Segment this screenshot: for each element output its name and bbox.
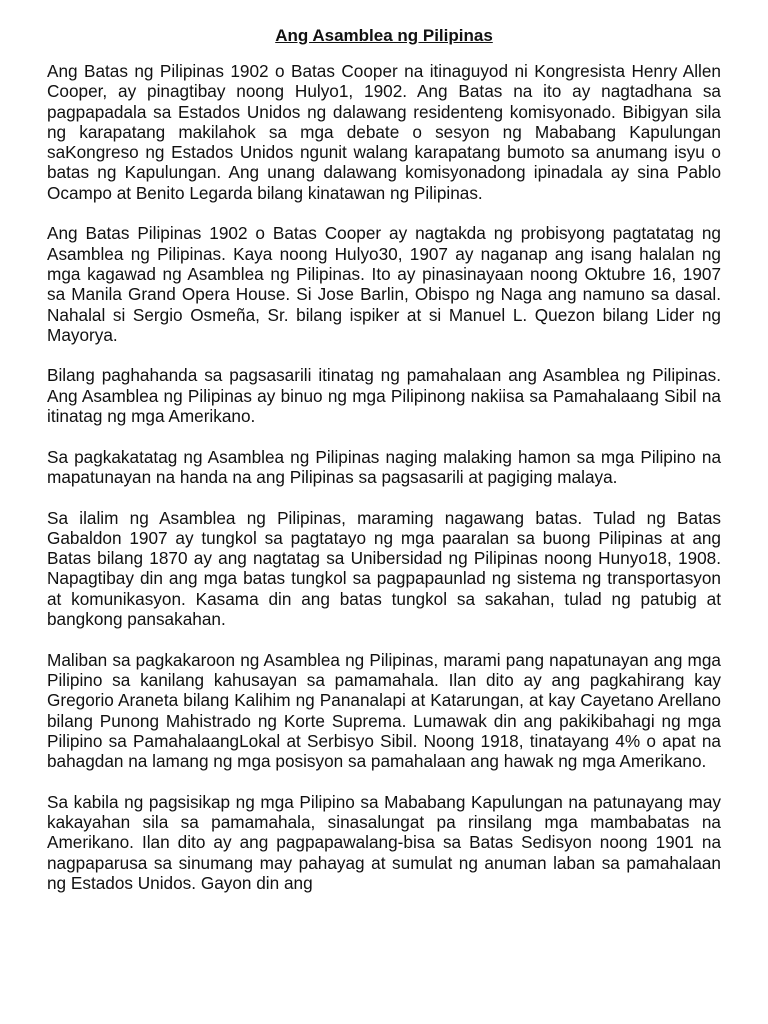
paragraph-4: Sa pagkakatatag ng Asamblea ng Pilipinas naging malaking hamon sa mga Pilipino na mapatunayan na handa na ang Pilipinas sa pagsasarili at pagiging malaya. — [47, 446, 721, 487]
paragraph-3: Bilang paghahanda sa pagsasarili itinatag ng pamahalaan ang Asamblea ng Pilipinas. Ang Asamblea ng Pilipinas ay binuo ng mga Pilipinong nakiisa sa Pamahalaang Sibil na itinatag ng mga Amerikano. — [47, 365, 721, 427]
document-title: Ang Asamblea ng Pilipinas — [275, 26, 493, 45]
paragraph-6: Maliban sa pagkakaroon ng Asamblea ng Pilipinas, marami pang napatunayan ang mga Pilipino sa kanilang kahusayan sa pamamahala. Ilan dito ay ang pagkahirang kay Gregorio Araneta bilang Kalihim ng Pananalapi at Katarungan, at kay Cayetano Arellano bilang Punong Mahistrado ng Korte Suprema. Lumawak din ang pakikibahagi ng mga Pilipino sa PamahalaangLokal at Serbisyo Sibil. Noong 1918, tinatayang 4% o apat na bahagdan na lamang ng mga posisyon sa pamahalaan ang hawak ng mga Amerikano. — [47, 649, 721, 772]
paragraph-2: Ang Batas Pilipinas 1902 o Batas Cooper ay nagtakda ng probisyong pagtatatag ng Asamblea ng Pilipinas. Kaya noong Hulyo30, 1907 ay naganap ang isang halalan ng mga kagawad ng Asamblea ng Pilipinas. Ito ay pinasinayaan noong Oktubre 16, 1907 sa Manila Grand Opera House. Si Jose Barlin, Obispo ng Naga ang namuno sa dasal. Nahalal si Sergio Osmeña, Sr. bilang ispiker at si Manuel L. Quezon bilang Lider ng Mayorya. — [47, 223, 721, 345]
paragraph-7: Sa kabila ng pagsisikap ng mga Pilipino sa Mababang Kapulungan na patunayang may kakayahan sila sa pamamahala, sinasalungat pa rinsilang mga mambabatas na Amerikano. Ilan dito ay ang pagpapawalang-bisa sa Batas Sedisyon noong 1901 na nagpaparusa sa sinumang may pahayag at sumulat ng anuman laban sa pamahalaan ng Estados Unidos. Gayon din ang — [47, 791, 721, 893]
paragraph-5: Sa ilalim ng Asamblea ng Pilipinas, maraming nagawang batas. Tulad ng Batas Gabaldon 1907 ay tungkol sa pagtatayo ng mga paaralan sa buong Pilipinas at ang Batas bilang 1870 ay ang nagtatag sa Unibersidad ng Pilipinas noong Hunyo18, 1908. Napagtibay din ang mga batas tungkol sa pagpapaunlad ng sistema ng transportasyon at komunikasyon. Kasama din ang batas tungkol sa sakahan, tulad ng patubig at bangkong pansakahan. — [47, 507, 721, 630]
paragraph-1: Ang Batas ng Pilipinas 1902 o Batas Cooper na itinaguyod ni Kongresista Henry Allen Cooper, ay pinagtibay noong Hulyo1, 1902. Ang Batas na ito ay nagtadhana sa pagpapadala sa Estados Unidos ng dalawang residenteng komisyonado. Bibigyan sila ng karapatang makilahok sa mga debate o sesyon ng Mababang Kapulungan saKongreso ng Estados Unidos ngunit walang karapatang bumoto sa anumang isyu o batas ng Kapulungan. Ang unang dalawang komisyonadong ipinadala ay sina Pablo Ocampo at Benito Legarda bilang kinatawan ng Pilipinas. — [47, 61, 721, 203]
document-body — [47, 61, 721, 913]
